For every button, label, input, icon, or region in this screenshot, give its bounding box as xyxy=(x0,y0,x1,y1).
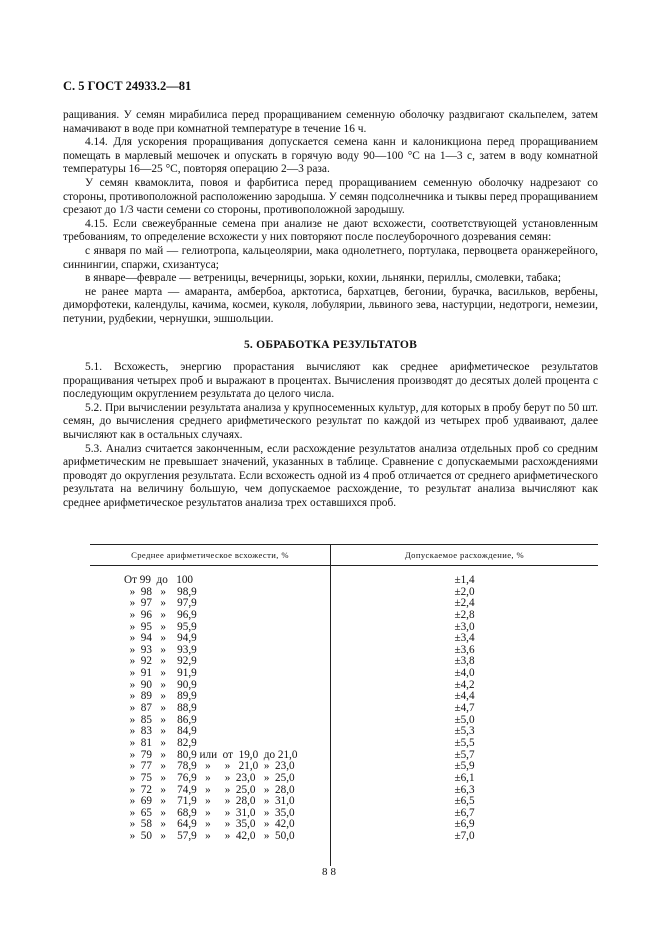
table-cell-range: » 58 » 64,9 » » 35,0 » 42,0 xyxy=(124,818,295,831)
paragraph: 5.3. Анализ считается законченным, если расхождение результатов анализа отдельных проб со средним арифметическим не превышает значений, указанных в таблице. Сравнение с допускаемыми расхождениями проводят до округления результата. Если всхожесть одной из 4 проб отличается от среднего арифметического результата на величину большую, чем допускаемое расхождение, то результат анализа вычисляют как среднее арифметическое результатов анализа трех оставшихся проб. xyxy=(63,442,598,510)
body-text xyxy=(63,109,598,511)
table-cell-tolerance: ±2,4 xyxy=(454,597,475,610)
table-cell-tolerance: ±4,4 xyxy=(454,690,475,703)
table-cell-tolerance: ±6,7 xyxy=(454,806,475,819)
table-cell-tolerance: ±5,3 xyxy=(454,725,475,738)
table-cell-range: » 92 » 92,9 xyxy=(124,655,197,668)
table-cell-tolerance: ±6,3 xyxy=(454,783,475,796)
table-cell-tolerance: ±4,0 xyxy=(454,667,475,680)
paragraph: У семян квамоклита, повоя и фарбитиса перед проращиванием семенную оболочку надрезают со стороны, противоположной расположению зародыша. У семян подсолнечника и тыквы перед проращиванием срезают до 1/3 части семени со стороны, противоположной зародышу. xyxy=(63,176,598,217)
column-header-tolerance: Допускаемое расхождение, % xyxy=(404,550,525,560)
table-cell-range: » 85 » 86,9 xyxy=(124,713,197,726)
table-cell-range: » 94 » 94,9 xyxy=(124,632,197,645)
paragraph: не ранее марта — амаранта, амбербоа, арктотиса, бархатцев, бегонии, бурачка, васильков, вербены, диморфотеки, календулы, качима, космеи, куколя, лобулярии, львиного зева, настурции, недотроги, немезии, петунии, рудбекии, чернушки, эшшольции. xyxy=(63,285,598,325)
page-number: 88 xyxy=(322,866,339,878)
paragraph: ращивания. У семян мирабилиса перед проращиванием семенную оболочку раздвигают скальпелем, затем намачивают в воде при комнатной температуре в течение 16 ч. xyxy=(63,109,598,135)
paragraph: с января по май — гелиотропа, кальцеолярии, мака однолетнего, портулака, первоцвета оранжерейного, синнингии, спаржи, схизантуса; xyxy=(63,244,598,271)
table-cell-tolerance: ±5,0 xyxy=(454,713,475,726)
table-cell-range: » 72 » 74,9 » » 25,0 » 28,0 xyxy=(124,783,295,796)
table-cell-tolerance: ±2,8 xyxy=(454,608,475,621)
table-cell-tolerance: ±5,9 xyxy=(454,760,475,773)
table-cell-tolerance: ±4,2 xyxy=(454,678,475,691)
table-cell-tolerance: ±4,7 xyxy=(454,702,475,715)
table-cell-range: » 97 » 97,9 xyxy=(124,597,197,610)
table-cell-tolerance: ±1,4 xyxy=(454,574,475,586)
paragraph: 4.14. Для ускорения проращивания допускается семена канн и калоникциона перед проращиванием помещать в марлевый мешочек и опускать в горячую воду 90—100 °С на 1—3 с, затем в воду комнатной температуры 16—25 °С, повторяя операцию 2—3 раза. xyxy=(63,136,598,176)
table-cell-range: » 91 » 91,9 xyxy=(124,667,197,680)
table-cell-range: » 98 » 98,9 xyxy=(124,585,197,598)
page-header: С. 5 ГОСТ 24933.2—81 xyxy=(63,79,192,93)
table-cell-tolerance: ±3,8 xyxy=(454,655,475,668)
table-body xyxy=(90,566,598,866)
table-cell-range: » 77 » 78,9 » » 21,0 » 23,0 xyxy=(124,760,295,773)
table-cell-range: » 87 » 88,9 xyxy=(124,702,197,715)
table-cell-tolerance: ±3,6 xyxy=(454,643,475,656)
table-cell-range: » 83 » 84,9 xyxy=(124,725,197,738)
table-cell-range: » 90 » 90,9 xyxy=(124,678,197,691)
table-cell-tolerance: ±2,0 xyxy=(454,585,475,598)
table-cell-range: » 89 » 89,9 xyxy=(124,690,197,703)
table-cell-tolerance: ±6,9 xyxy=(454,818,475,831)
section-title: 5. ОБРАБОТКА РЕЗУЛЬТАТОВ xyxy=(243,337,418,351)
table-cell-tolerance: ±3,0 xyxy=(454,620,475,633)
table-cell-range: От 99 до 100 xyxy=(124,574,194,586)
table-cell-tolerance: ±6,5 xyxy=(454,795,475,808)
table-cell-range: » 96 » 96,9 xyxy=(124,608,197,621)
table-cell-range: » 95 » 95,9 xyxy=(124,620,197,633)
table-cell-range: » 81 » 82,9 xyxy=(124,736,197,749)
table-cell-range: » 65 » 68,9 » » 31,0 » 35,0 xyxy=(124,806,295,819)
tolerance-table xyxy=(90,544,598,866)
table-cell-tolerance: ±7,0 xyxy=(454,830,475,843)
table-cell-tolerance: ±5,5 xyxy=(454,736,475,749)
column-header-mean: Среднее арифметическое всхожести, % xyxy=(90,545,331,565)
table-cell-tolerance: ±3,4 xyxy=(454,632,475,645)
paragraph: в январе—феврале — ветреницы, вечерницы, зорьки, кохии, льнянки, периллы, смолевки, табака; xyxy=(85,272,561,285)
table-cell-tolerance: ±5,7 xyxy=(454,748,475,761)
mean-column xyxy=(90,566,331,866)
table-cell-range: » 50 » 57,9 » » 42,0 » 50,0 xyxy=(124,830,295,843)
table-cell-range: » 93 » 93,9 xyxy=(124,643,197,656)
table-cell-range: » 69 » 71,9 » » 28,0 » 31,0 xyxy=(124,795,295,808)
table-cell-tolerance: ±6,1 xyxy=(454,771,475,784)
paragraph: 4.15. Если свежеубранные семена при анализе не дают всхожести, соответствующей установленным требованиям, то определение всхожести у них повторяют после послеуборочного дозревания семян: xyxy=(63,217,598,244)
table-header xyxy=(90,544,598,566)
table-cell-range: » 75 » 76,9 » » 23,0 » 25,0 xyxy=(124,771,295,784)
paragraph: 5.2. При вычислении результата анализа у крупносеменных культур, для которых в пробу берут по 50 шт. семян, до вычисления среднего арифметического результат по каждой из четырех проб удваивают, далее вычисляют как в остальных случаях. xyxy=(63,401,598,442)
tolerance-column xyxy=(331,566,598,866)
paragraph: 5.1. Всхожесть, энергию прорастания вычисляют как среднее арифметическое результатов проращивания четырех проб и выражают в процентах. Вычисления производят до десятых долей процента с последующим округлением результата до целого числа. xyxy=(63,361,598,401)
table-cell-range: » 79 » 80,9 или от 19,0 до 21,0 xyxy=(124,748,298,761)
